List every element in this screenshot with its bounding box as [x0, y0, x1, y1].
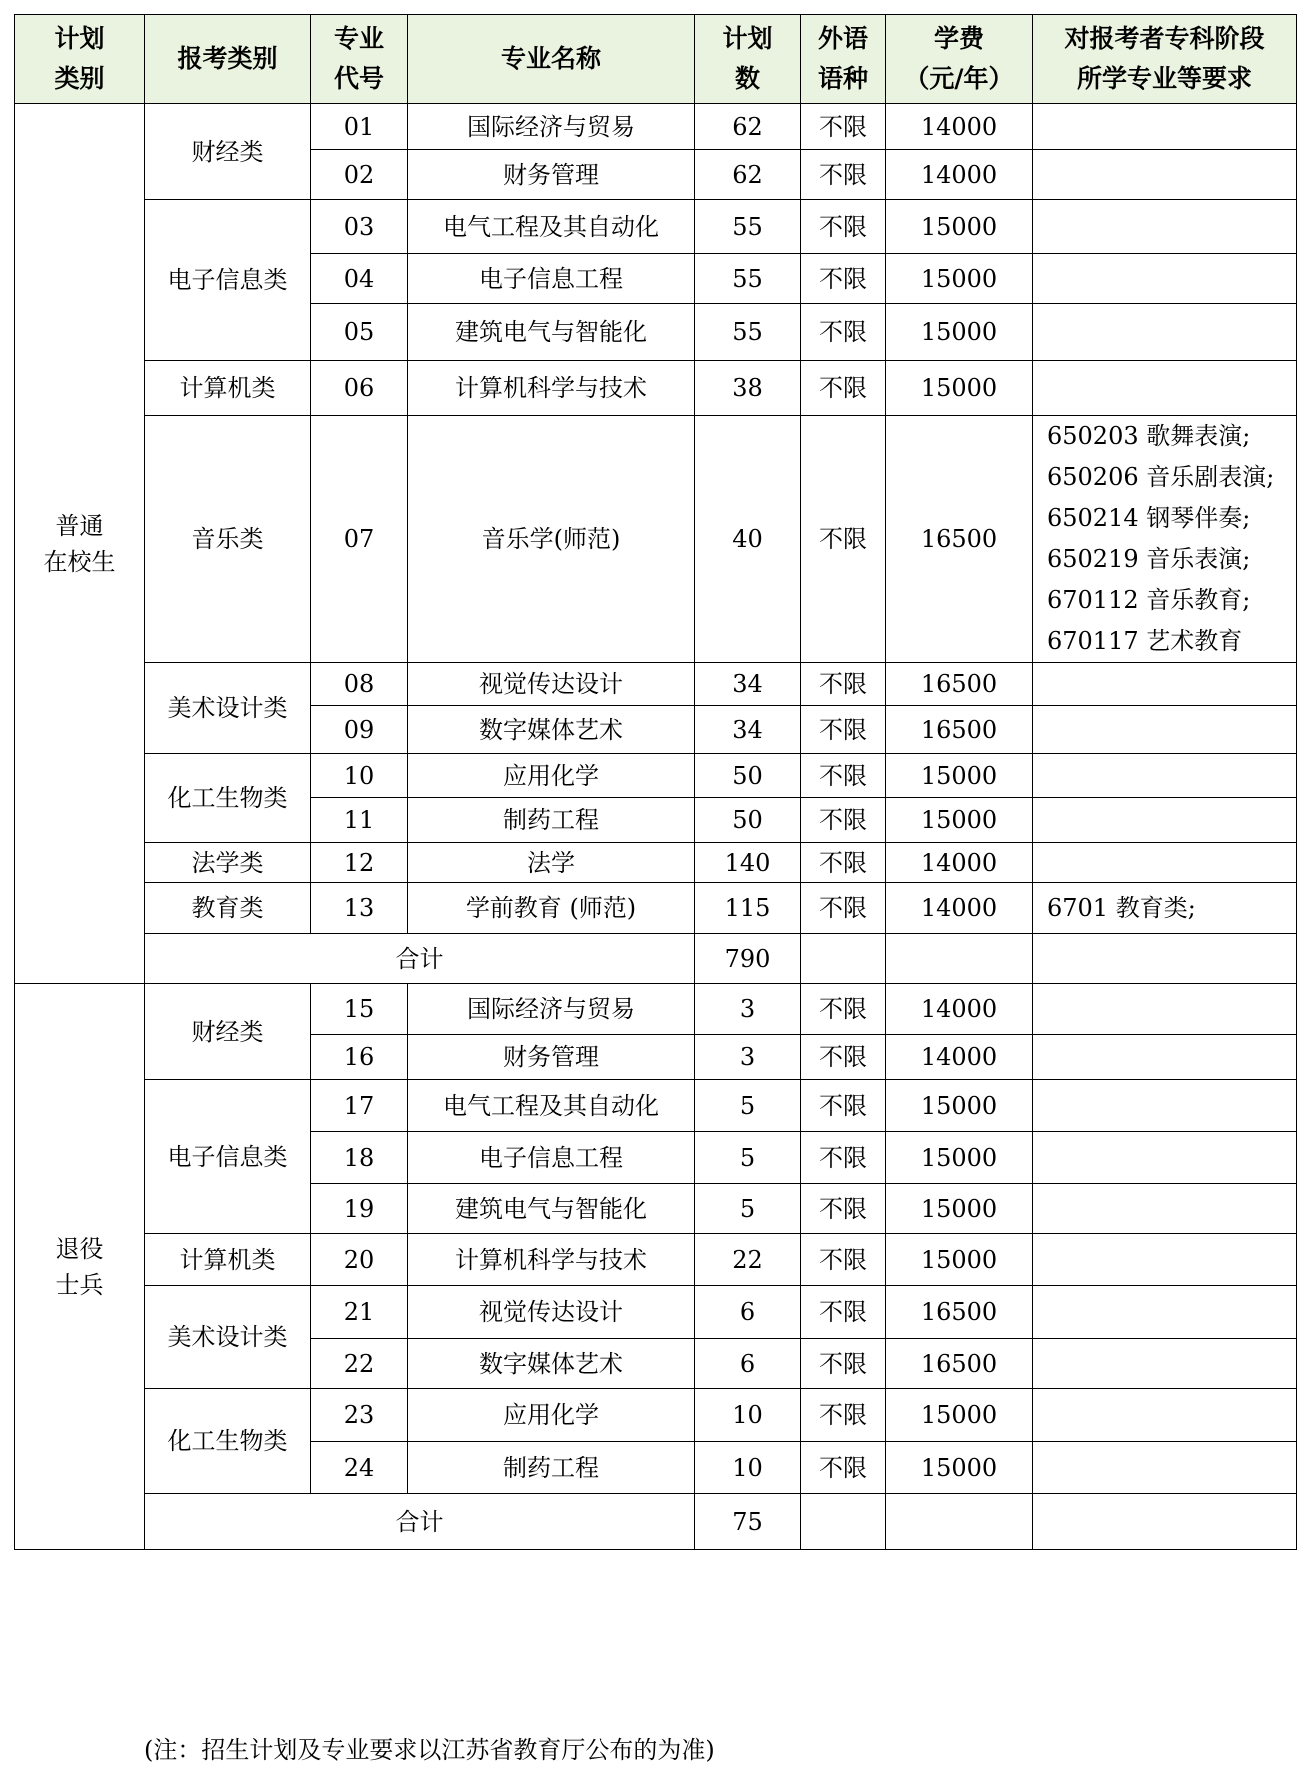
major-code-cell: 21	[311, 1286, 408, 1339]
requirements-cell	[1033, 754, 1297, 798]
foreign-language-cell: 不限	[801, 1286, 886, 1339]
plan-count-cell: 22	[695, 1234, 801, 1286]
empty-cell	[886, 934, 1033, 984]
requirement-line: 650214 钢琴伴奏;	[1047, 504, 1251, 532]
foreign-language-cell: 不限	[801, 1132, 886, 1184]
requirements-cell	[1033, 798, 1297, 843]
category-cell: 教育类	[145, 883, 311, 934]
major-name-cell: 制药工程	[408, 1442, 695, 1494]
tuition-cell: 14000	[886, 104, 1033, 150]
requirements-cell	[1033, 984, 1297, 1035]
plan-count-cell: 50	[695, 754, 801, 798]
plan-count-cell: 55	[695, 200, 801, 254]
requirements-cell	[1033, 706, 1297, 754]
foreign-language-cell: 不限	[801, 843, 886, 883]
plan-count-cell: 55	[695, 304, 801, 361]
empty-cell	[1033, 1494, 1297, 1550]
major-name-cell: 国际经济与贸易	[408, 984, 695, 1035]
requirements-cell	[1033, 1339, 1297, 1389]
tuition-cell: 15000	[886, 254, 1033, 304]
major-name-cell: 制药工程	[408, 798, 695, 843]
major-name-cell: 电子信息工程	[408, 1132, 695, 1184]
foreign-language-cell: 不限	[801, 1442, 886, 1494]
plan-count-cell: 5	[695, 1080, 801, 1132]
tuition-cell: 15000	[886, 200, 1033, 254]
table-row	[15, 883, 1297, 934]
major-name-cell: 应用化学	[408, 754, 695, 798]
major-code-cell: 16	[311, 1035, 408, 1080]
plan-count-cell: 10	[695, 1442, 801, 1494]
plan-count-cell: 50	[695, 798, 801, 843]
total-label: 合计	[145, 1494, 695, 1550]
tuition-cell: 14000	[886, 883, 1033, 934]
major-name-cell: 数字媒体艺术	[408, 1339, 695, 1389]
major-name-cell: 计算机科学与技术	[408, 361, 695, 416]
plan-count-cell: 5	[695, 1132, 801, 1184]
plan-type-label: 士兵	[55, 1270, 104, 1299]
major-code-cell: 13	[311, 883, 408, 934]
plan-count-cell: 62	[695, 104, 801, 150]
foreign-language-cell: 不限	[801, 254, 886, 304]
requirements-cell	[1033, 104, 1297, 150]
major-code-cell: 23	[311, 1389, 408, 1442]
tuition-cell: 15000	[886, 304, 1033, 361]
major-code-cell: 22	[311, 1339, 408, 1389]
header-plan-type: 计划 类别	[15, 15, 145, 104]
tuition-cell: 14000	[886, 150, 1033, 200]
major-name-cell: 计算机科学与技术	[408, 1234, 695, 1286]
tuition-cell: 15000	[886, 361, 1033, 416]
major-name-cell: 国际经济与贸易	[408, 104, 695, 150]
header-row	[15, 15, 1297, 104]
tuition-cell: 16500	[886, 1339, 1033, 1389]
major-name-cell: 应用化学	[408, 1389, 695, 1442]
tuition-cell: 14000	[886, 984, 1033, 1035]
foreign-language-cell: 不限	[801, 984, 886, 1035]
requirements-cell	[1033, 1184, 1297, 1234]
table-row	[15, 984, 1297, 1035]
major-name-cell: 建筑电气与智能化	[408, 304, 695, 361]
requirement-line: 650219 音乐表演;	[1047, 545, 1251, 573]
major-code-cell: 11	[311, 798, 408, 843]
plan-count-cell: 34	[695, 706, 801, 754]
major-name-cell: 电气工程及其自动化	[408, 1080, 695, 1132]
requirements-cell	[1033, 416, 1297, 663]
major-code-cell: 02	[311, 150, 408, 200]
major-code-cell: 10	[311, 754, 408, 798]
category-cell: 美术设计类	[145, 663, 311, 754]
tuition-cell: 14000	[886, 843, 1033, 883]
category-cell: 化工生物类	[145, 754, 311, 843]
total-label: 合计	[145, 934, 695, 984]
requirements-cell	[1033, 1035, 1297, 1080]
requirement-line: 650203 歌舞表演;	[1047, 422, 1251, 450]
foreign-language-cell: 不限	[801, 304, 886, 361]
table-row	[15, 416, 1297, 663]
tuition-cell: 15000	[886, 1234, 1033, 1286]
major-code-cell: 20	[311, 1234, 408, 1286]
category-cell: 电子信息类	[145, 1080, 311, 1234]
requirements-cell	[1033, 1080, 1297, 1132]
table-row	[15, 843, 1297, 883]
major-code-cell: 24	[311, 1442, 408, 1494]
table-row	[15, 1080, 1297, 1132]
header-foreign-language: 外语 语种	[801, 15, 886, 104]
total-row	[15, 934, 1297, 984]
requirement-line: 650206 音乐剧表演;	[1047, 463, 1275, 491]
foreign-language-cell: 不限	[801, 706, 886, 754]
major-name-cell: 视觉传达设计	[408, 1286, 695, 1339]
foreign-language-cell: 不限	[801, 1339, 886, 1389]
requirements-cell	[1033, 304, 1297, 361]
foreign-language-cell: 不限	[801, 754, 886, 798]
tuition-cell: 16500	[886, 416, 1033, 663]
requirements-cell	[1033, 663, 1297, 706]
tuition-cell: 16500	[886, 663, 1033, 706]
tuition-cell: 15000	[886, 1184, 1033, 1234]
requirements-cell	[1033, 150, 1297, 200]
table-body	[15, 104, 1297, 1550]
table-row	[15, 1234, 1297, 1286]
total-row	[15, 1494, 1297, 1550]
header-requirements: 对报考者专科阶段 所学专业等要求	[1033, 15, 1297, 104]
plan-count-cell: 34	[695, 663, 801, 706]
foreign-language-cell: 不限	[801, 1234, 886, 1286]
total-value: 75	[695, 1494, 801, 1550]
table-row	[15, 663, 1297, 706]
major-name-cell: 数字媒体艺术	[408, 706, 695, 754]
tuition-cell: 14000	[886, 1035, 1033, 1080]
tuition-cell: 15000	[886, 1132, 1033, 1184]
plan-count-cell: 40	[695, 416, 801, 663]
requirements-cell	[1033, 883, 1297, 934]
header-major-code: 专业 代号	[311, 15, 408, 104]
major-code-cell: 07	[311, 416, 408, 663]
table-row	[15, 200, 1297, 254]
major-code-cell: 17	[311, 1080, 408, 1132]
major-code-cell: 19	[311, 1184, 408, 1234]
plan-count-cell: 62	[695, 150, 801, 200]
category-cell: 化工生物类	[145, 1389, 311, 1494]
tuition-cell: 15000	[886, 754, 1033, 798]
requirements-cell	[1033, 254, 1297, 304]
major-code-cell: 09	[311, 706, 408, 754]
empty-cell	[801, 934, 886, 984]
plan-type-cell	[15, 104, 145, 984]
plan-count-cell: 55	[695, 254, 801, 304]
foreign-language-cell: 不限	[801, 883, 886, 934]
table-row	[15, 1389, 1297, 1442]
requirements-cell	[1033, 1234, 1297, 1286]
table-row	[15, 104, 1297, 150]
major-code-cell: 05	[311, 304, 408, 361]
tuition-cell: 15000	[886, 1389, 1033, 1442]
major-name-cell: 财务管理	[408, 1035, 695, 1080]
table-row	[15, 754, 1297, 798]
plan-count-cell: 5	[695, 1184, 801, 1234]
requirements-cell	[1033, 1389, 1297, 1442]
major-code-cell: 01	[311, 104, 408, 150]
major-code-cell: 03	[311, 200, 408, 254]
major-name-cell: 电子信息工程	[408, 254, 695, 304]
foreign-language-cell: 不限	[801, 200, 886, 254]
header-major-name: 专业名称	[408, 15, 695, 104]
major-name-cell: 电气工程及其自动化	[408, 200, 695, 254]
tuition-cell: 16500	[886, 706, 1033, 754]
empty-cell	[801, 1494, 886, 1550]
enrollment-plan-table	[14, 14, 1297, 1550]
foreign-language-cell: 不限	[801, 361, 886, 416]
category-cell: 财经类	[145, 104, 311, 200]
major-code-cell: 08	[311, 663, 408, 706]
foreign-language-cell: 不限	[801, 1035, 886, 1080]
major-name-cell: 法学	[408, 843, 695, 883]
category-cell: 计算机类	[145, 1234, 311, 1286]
plan-count-cell: 3	[695, 984, 801, 1035]
major-name-cell: 财务管理	[408, 150, 695, 200]
category-cell: 计算机类	[145, 361, 311, 416]
tuition-cell: 15000	[886, 798, 1033, 843]
category-cell: 法学类	[145, 843, 311, 883]
plan-type-label: 在校生	[43, 547, 116, 576]
plan-count-cell: 6	[695, 1339, 801, 1389]
major-code-cell: 18	[311, 1132, 408, 1184]
empty-cell	[1033, 934, 1297, 984]
major-code-cell: 15	[311, 984, 408, 1035]
requirements-cell	[1033, 1132, 1297, 1184]
foreign-language-cell: 不限	[801, 663, 886, 706]
foreign-language-cell: 不限	[801, 1389, 886, 1442]
foreign-language-cell: 不限	[801, 1080, 886, 1132]
table-row	[15, 1286, 1297, 1339]
plan-count-cell: 38	[695, 361, 801, 416]
plan-type-cell	[15, 984, 145, 1550]
requirements-cell	[1033, 843, 1297, 883]
category-cell: 音乐类	[145, 416, 311, 663]
major-code-cell: 06	[311, 361, 408, 416]
foreign-language-cell: 不限	[801, 1184, 886, 1234]
plan-count-cell: 3	[695, 1035, 801, 1080]
tuition-cell: 15000	[886, 1080, 1033, 1132]
plan-count-cell: 10	[695, 1389, 801, 1442]
major-code-cell: 04	[311, 254, 408, 304]
major-name-cell: 建筑电气与智能化	[408, 1184, 695, 1234]
major-name-cell: 视觉传达设计	[408, 663, 695, 706]
requirements-cell	[1033, 1442, 1297, 1494]
plan-type-label: 退役	[55, 1234, 104, 1263]
foreign-language-cell: 不限	[801, 150, 886, 200]
total-value: 790	[695, 934, 801, 984]
major-code-cell: 12	[311, 843, 408, 883]
plan-count-cell: 140	[695, 843, 801, 883]
major-name-cell: 音乐学(师范)	[408, 416, 695, 663]
footnote: (注：招生计划及专业要求以江苏省教育厅公布的为准)	[144, 1736, 715, 1764]
category-cell: 电子信息类	[145, 200, 311, 361]
foreign-language-cell: 不限	[801, 104, 886, 150]
header-plan-count: 计划 数	[695, 15, 801, 104]
header-category: 报考类别	[145, 15, 311, 104]
foreign-language-cell: 不限	[801, 798, 886, 843]
category-cell: 美术设计类	[145, 1286, 311, 1389]
tuition-cell: 16500	[886, 1286, 1033, 1339]
requirements-cell	[1033, 361, 1297, 416]
major-name-cell: 学前教育 (师范)	[408, 883, 695, 934]
empty-cell	[886, 1494, 1033, 1550]
requirements-cell	[1033, 1286, 1297, 1339]
category-cell: 财经类	[145, 984, 311, 1080]
requirement-line: 6701 教育类;	[1047, 893, 1196, 922]
foreign-language-cell: 不限	[801, 416, 886, 663]
plan-count-cell: 115	[695, 883, 801, 934]
tuition-cell: 15000	[886, 1442, 1033, 1494]
header-tuition: 学费 （元/年）	[886, 15, 1033, 104]
plan-count-cell: 6	[695, 1286, 801, 1339]
requirements-cell	[1033, 200, 1297, 254]
requirement-line: 670112 音乐教育;	[1047, 586, 1251, 614]
table-row	[15, 361, 1297, 416]
requirement-line: 670117 艺术教育	[1047, 627, 1243, 655]
plan-type-label: 普通	[55, 511, 104, 540]
